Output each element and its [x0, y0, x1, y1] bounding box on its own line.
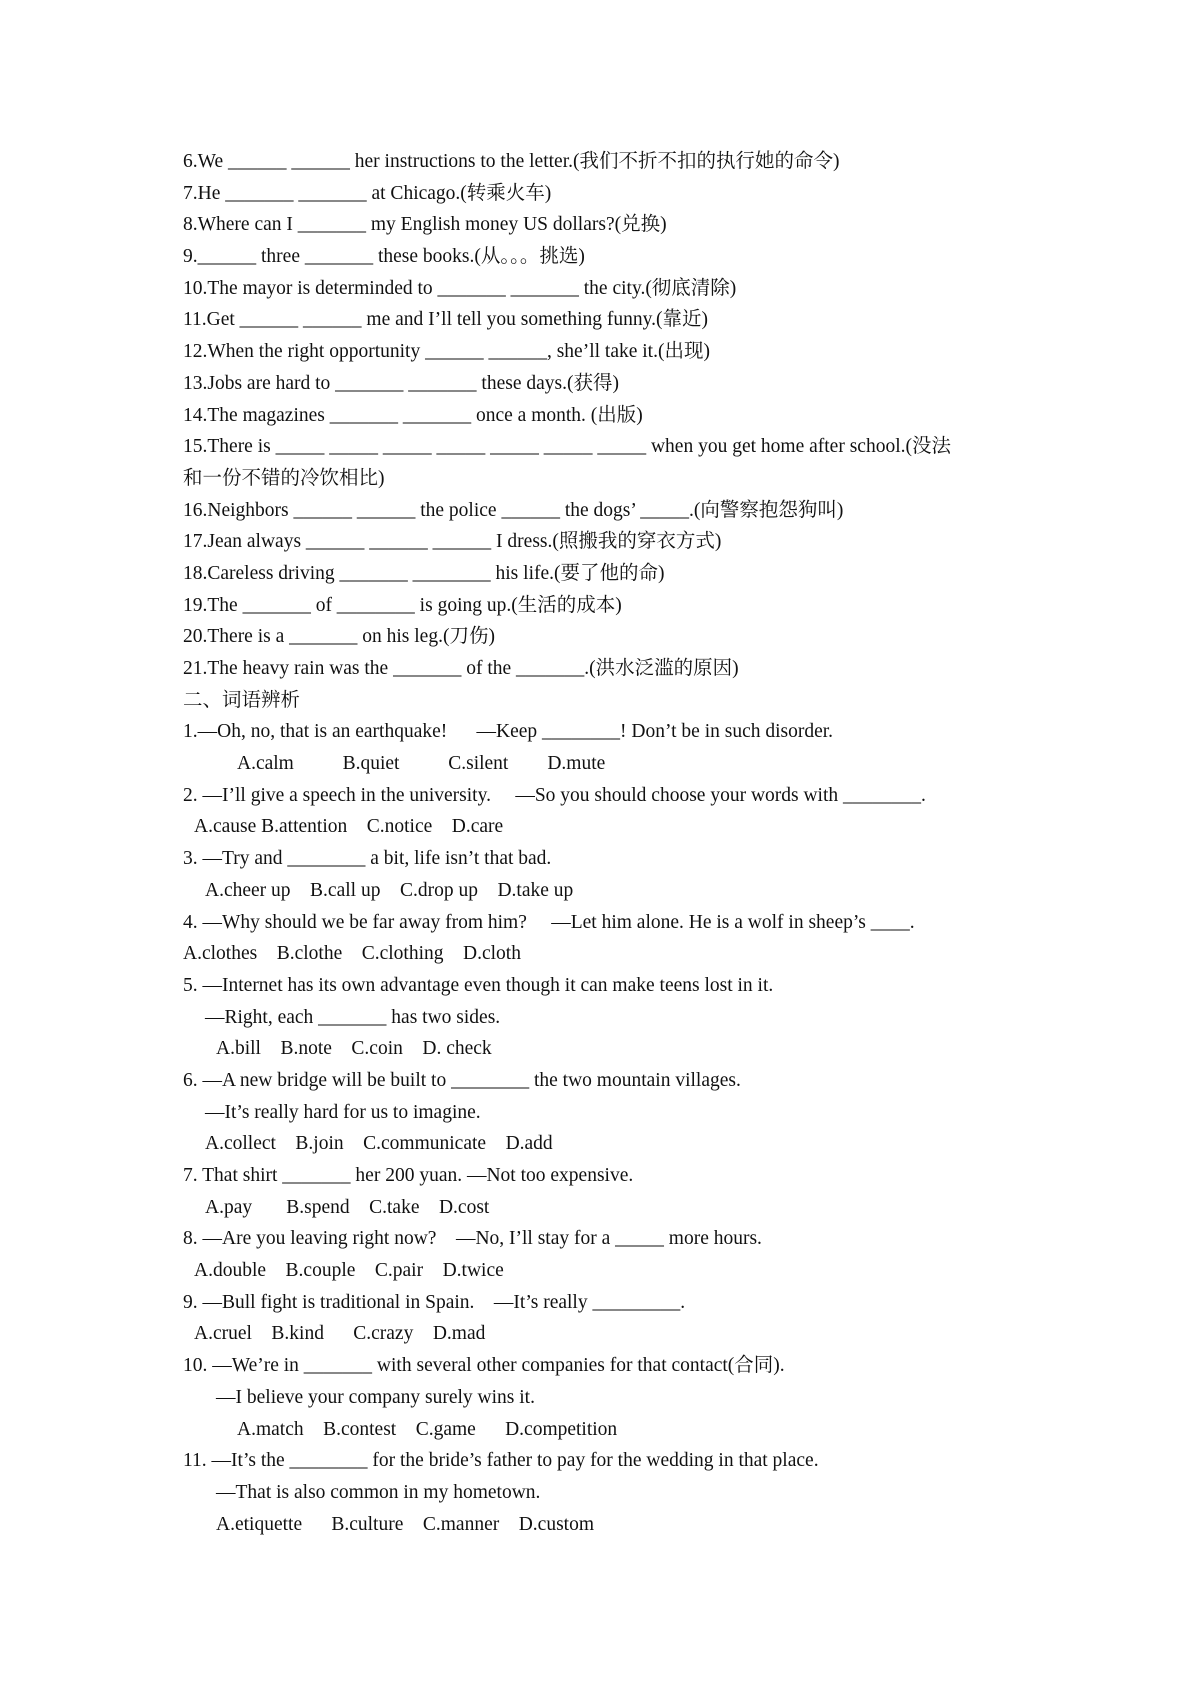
question-1-options: A.calm B.quiet C.silent D.mute: [237, 753, 606, 775]
question-8-options: A.double B.couple C.pair D.twice: [194, 1260, 504, 1282]
worksheet-page: [183, 146, 1063, 1540]
fill-blank-20: 20.There is a _______ on his leg.(刀伤): [183, 626, 495, 648]
fill-blank-7: 7.He _______ _______ at Chicago.(转乘火车): [183, 182, 552, 204]
fill-blank-11: 11.Get ______ ______ me and I’ll tell you something funny.(靠近): [183, 309, 708, 331]
question-11-options: A.etiquette B.culture C.manner D.custom: [216, 1513, 595, 1535]
question-11-reply: —That is also common in my hometown.: [216, 1481, 541, 1503]
question-6-reply: —It’s really hard for us to imagine.: [205, 1101, 481, 1123]
question-2-options: A.cause B.attention C.notice D.care: [194, 816, 504, 838]
fill-blank-14: 14.The magazines _______ _______ once a month. (出版): [183, 404, 643, 426]
question-5-options: A.bill B.note C.coin D. check: [216, 1038, 492, 1060]
question-9-options: A.cruel B.kind C.crazy D.mad: [194, 1323, 486, 1345]
question-11: 11. —It’s the ________ for the bride’s father to pay for the wedding in that place.: [183, 1450, 819, 1472]
fill-blank-18: 18.Careless driving _______ ________ his life.(要了他的命): [183, 562, 665, 584]
section-heading: 二、词语辨析: [183, 689, 301, 711]
fill-blank-9: 9.______ three _______ these books.(从。。。挑选): [183, 246, 585, 268]
question-2: 2. —I’ll give a speech in the university. —So you should choose your words with ________.: [183, 784, 926, 806]
question-4-options: A.clothes B.clothe C.clothing D.cloth: [183, 943, 521, 965]
fill-blank-12: 12.When the right opportunity ______ ______, she’ll take it.(出现): [183, 341, 710, 363]
question-5-reply: —Right, each _______ has two sides.: [205, 1006, 501, 1028]
fill-blank-8: 8.Where can I _______ my English money US dollars?(兑换): [183, 214, 667, 236]
question-7: 7. That shirt _______ her 200 yuan. —Not too expensive.: [183, 1165, 634, 1186]
question-7-options: A.pay B.spend C.take D.cost: [205, 1196, 490, 1218]
question-8: 8. —Are you leaving right now? —No, I’ll stay for a _____ more hours.: [183, 1228, 762, 1250]
question-9: 9. —Bull fight is traditional in Spain. —It’s really _________.: [183, 1291, 686, 1313]
fill-blank-13: 13.Jobs are hard to _______ _______ these days.(获得): [183, 372, 619, 394]
question-10-reply: —I believe your company surely wins it.: [216, 1386, 535, 1408]
question-5: 5. —Internet has its own advantage even though it can make teens lost in it.: [183, 974, 774, 996]
question-10-options: A.match B.contest C.game D.competition: [237, 1418, 618, 1440]
fill-blank-15: 15.There is _____ _____ _____ _____ _____ _____ _____ when you get home after school.(没法: [183, 436, 951, 458]
fill-blank-6: 6.We ______ ______ her instructions to the letter.(我们不折不扣的执行她的命令): [183, 151, 840, 172]
question-6: 6. —A new bridge will be built to ________ the two mountain villages.: [183, 1069, 741, 1091]
question-3-options: A.cheer up B.call up C.drop up D.take up: [205, 879, 574, 901]
fill-blank-21: 21.The heavy rain was the _______ of the _______.(洪水泛滥的原因): [183, 658, 739, 679]
fill-blank-17: 17.Jean always ______ ______ ______ I dress.(照搬我的穿衣方式): [183, 531, 722, 553]
fill-blank-15-continued: 和一份不错的冷饮相比): [183, 467, 385, 489]
question-6-options: A.collect B.join C.communicate D.add: [205, 1133, 553, 1155]
fill-blank-10: 10.The mayor is determinded to _______ _______ the city.(彻底清除): [183, 277, 737, 299]
fill-blank-16: 16.Neighbors ______ ______ the police ______ the dogs’ _____.(向警察抱怨狗叫): [183, 499, 844, 521]
question-4: 4. —Why should we be far away from him? —Let him alone. He is a wolf in sheep’s ____.: [183, 911, 915, 933]
question-1: 1.—Oh, no, that is an earthquake! —Keep ________! Don’t be in such disorder.: [183, 721, 834, 743]
fill-blank-19: 19.The _______ of ________ is going up.(生活的成本): [183, 594, 622, 616]
question-3: 3. —Try and ________ a bit, life isn’t that bad.: [183, 848, 552, 870]
question-10: 10. —We’re in _______ with several other companies for that contact(合同).: [183, 1355, 785, 1377]
